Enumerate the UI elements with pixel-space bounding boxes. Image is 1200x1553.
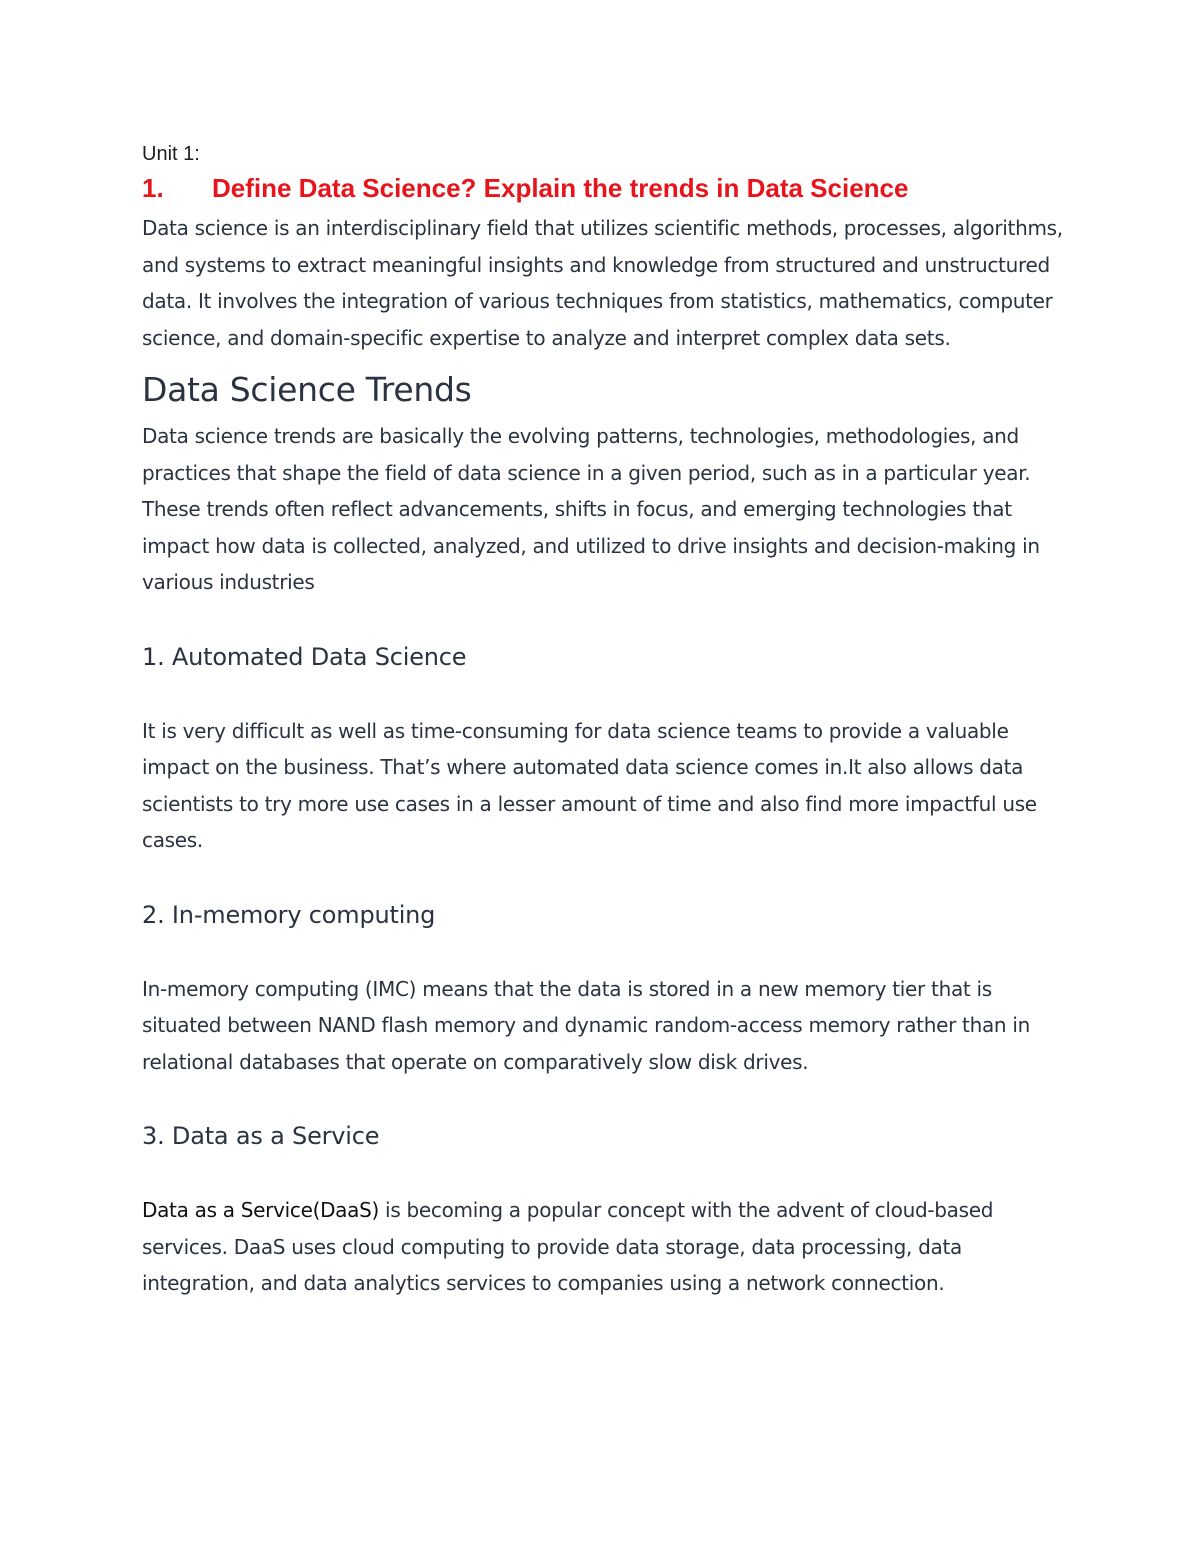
trend-paragraph-in-memory-computing: In-memory computing (IMC) means that the data is stored in a new memory tier that is situated between NAND flash memory and dynamic random-access memory rather than in relational databases that operate on comparatively slow disk drives. [142, 976, 1030, 1074]
question-number: 1. [142, 173, 164, 203]
trend-heading-automated-data-science: 1. Automated Data Science [142, 642, 467, 671]
daas-term-link[interactable]: Data as a Service(DaaS) [142, 1198, 379, 1222]
question-text: Define Data Science? Explain the trends in Data Science [212, 173, 909, 203]
trend-paragraph-data-as-a-service [142, 1192, 1072, 1302]
intro-paragraph: Data science is an interdisciplinary field that utilizes scientific methods, processes, algorithms, and systems to extract meaningful insights and knowledge from structured and unstructured data. It involves the integration of various techniques from statistics, mathematics, computer science, and domain-specific expertise to analyze and interpret complex data sets. [142, 216, 1063, 350]
question-heading [142, 170, 1072, 206]
trend-heading-in-memory-computing: 2. In-memory computing [142, 900, 436, 929]
section-title: Data Science Trends [142, 370, 472, 409]
unit-label: Unit 1: [142, 143, 200, 165]
trend-paragraph-automated-data-science: It is very difficult as well as time-consuming for data science teams to provide a valuable impact on the business. That’s where automated data science comes in.It also allows data scientists to try more use cases in a lesser amount of time and also find more impactful use cases. [142, 718, 1037, 852]
daas-description: is becoming a popular concept with the advent of cloud-based services. DaaS uses cloud computing to provide data storage, data processing, data integration, and data analytics services to companies using a network connection. [142, 1198, 994, 1295]
trend-heading-data-as-a-service: 3. Data as a Service [142, 1122, 380, 1150]
section-paragraph: Data science trends are basically the evolving patterns, technologies, methodologies, and practices that shape the field of data science in a given period, such as in a particular year. These trends often reflect advancements, shifts in focus, and emerging technologies that impact how data is collected, analyzed, and utilized to drive insights and decision-making in various industries [142, 424, 1040, 594]
document-content [142, 140, 1072, 1302]
